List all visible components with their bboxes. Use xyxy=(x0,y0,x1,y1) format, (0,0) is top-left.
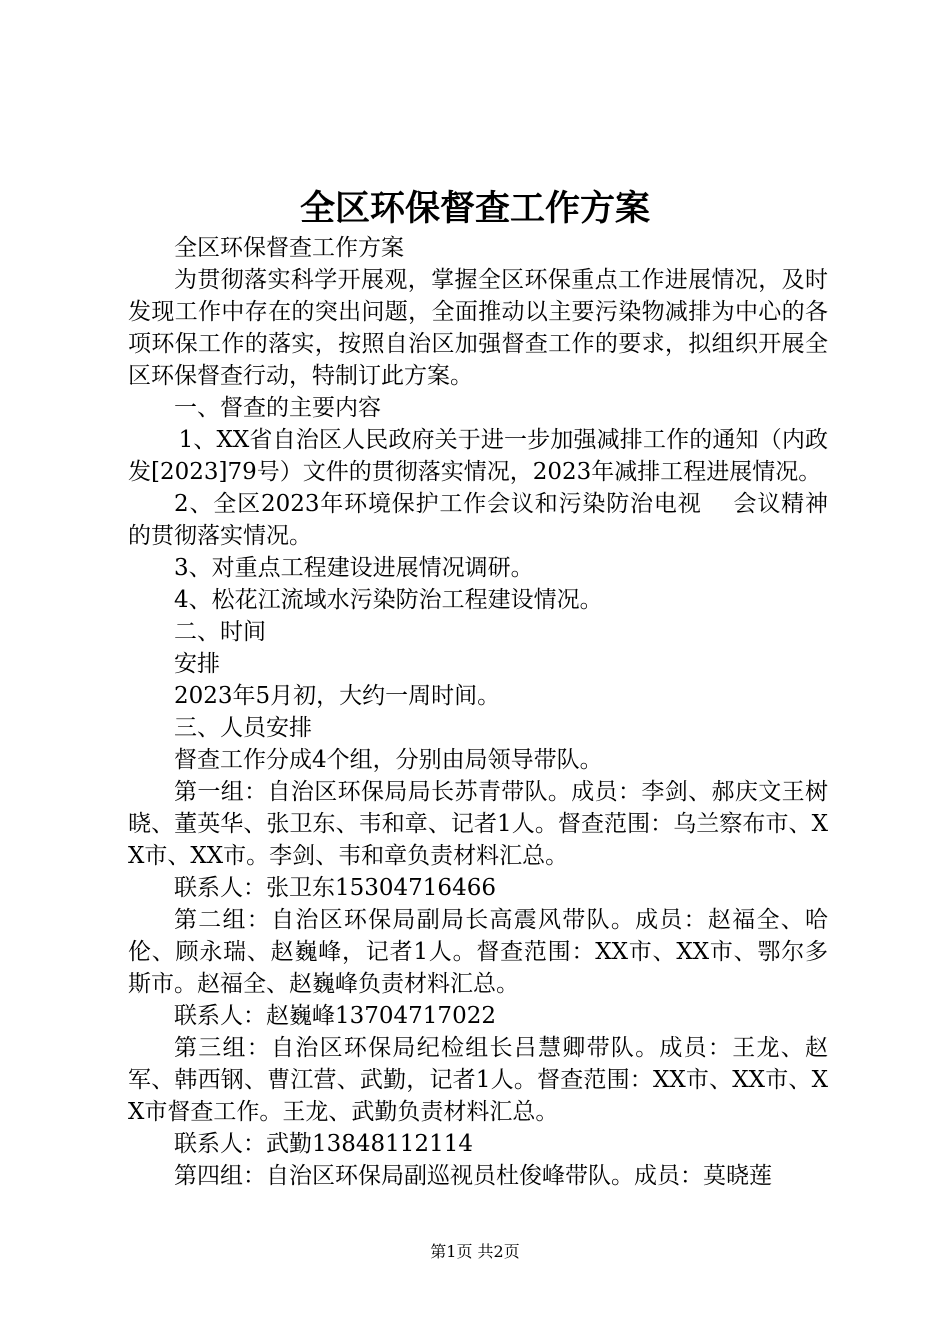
heading-section-3: 三、人员安排 xyxy=(174,715,312,741)
contact-group-2: 联系人：赵巍峰13704717022 xyxy=(174,1003,496,1029)
document-body xyxy=(128,232,828,1192)
paragraph-groups: 督查工作分成4个组，分别由局领导带队。 xyxy=(174,747,603,773)
paragraph-arrangement: 安排 xyxy=(174,651,220,677)
paragraph-group-2: 第二组：自治区环保局副局长高震风带队。成员：赵福全、哈伦、顾永瑞、赵巍峰，记者1人。督查范围：XX市、XX市、鄂尔多斯市。赵福全、赵巍峰负责材料汇总。 xyxy=(128,907,828,997)
paragraph-group-3: 第三组：自治区环保局纪检组长吕慧卿带队。成员：王龙、赵军、韩西钢、曹江营、武勤，记者1人。督查范围：XX市、XX市、XX市督查工作。王龙、武勤负责材料汇总。 xyxy=(128,1035,828,1125)
contact-group-3: 联系人：武勤13848112114 xyxy=(174,1131,473,1157)
paragraph-subtitle: 全区环保督查工作方案 xyxy=(174,235,404,261)
contact-group-1: 联系人：张卫东15304716466 xyxy=(174,875,496,901)
list-item-2: 2、全区2023年环境保护工作会议和污染防治电视 会议精神的贯彻落实情况。 xyxy=(128,491,828,549)
paragraph-intro: 为贯彻落实科学开展观，掌握全区环保重点工作进展情况，及时发现工作中存在的突出问题，全面推动以主要污染物减排为中心的各项环保工作的落实，按照自治区加强督查工作的要求，拟组织开展全区环保督查行动，特制订此方案。 xyxy=(128,267,828,389)
list-item-3: 3、对重点工程建设进展情况调研。 xyxy=(174,555,534,581)
heading-section-2: 二、时间 xyxy=(174,619,266,645)
list-item-4: 4、松花江流域水污染防治工程建设情况。 xyxy=(174,587,603,613)
paragraph-group-1: 第一组：自治区环保局局长苏青带队。成员：李剑、郝庆文王树晓、董英华、张卫东、韦和章、记者1人。督查范围：乌兰察布市、XX市、XX市。李剑、韦和章负责材料汇总。 xyxy=(128,779,828,869)
paragraph-group-4: 第四组：自治区环保局副巡视员杜俊峰带队。成员：莫晓莲 xyxy=(174,1163,772,1189)
document-title: 全区环保督查工作方案 xyxy=(299,188,650,229)
page-footer: 第1页 共2页 xyxy=(430,1242,520,1261)
heading-section-1: 一、督查的主要内容 xyxy=(174,395,381,421)
list-item-1: 1、XX省自治区人民政府关于进一步加强减排工作的通知（内政发[2023]79号）文件的贯彻落实情况，2023年减排工程进展情况。 xyxy=(128,427,828,485)
paragraph-time: 2023年5月初，大约一周时间。 xyxy=(174,683,501,709)
